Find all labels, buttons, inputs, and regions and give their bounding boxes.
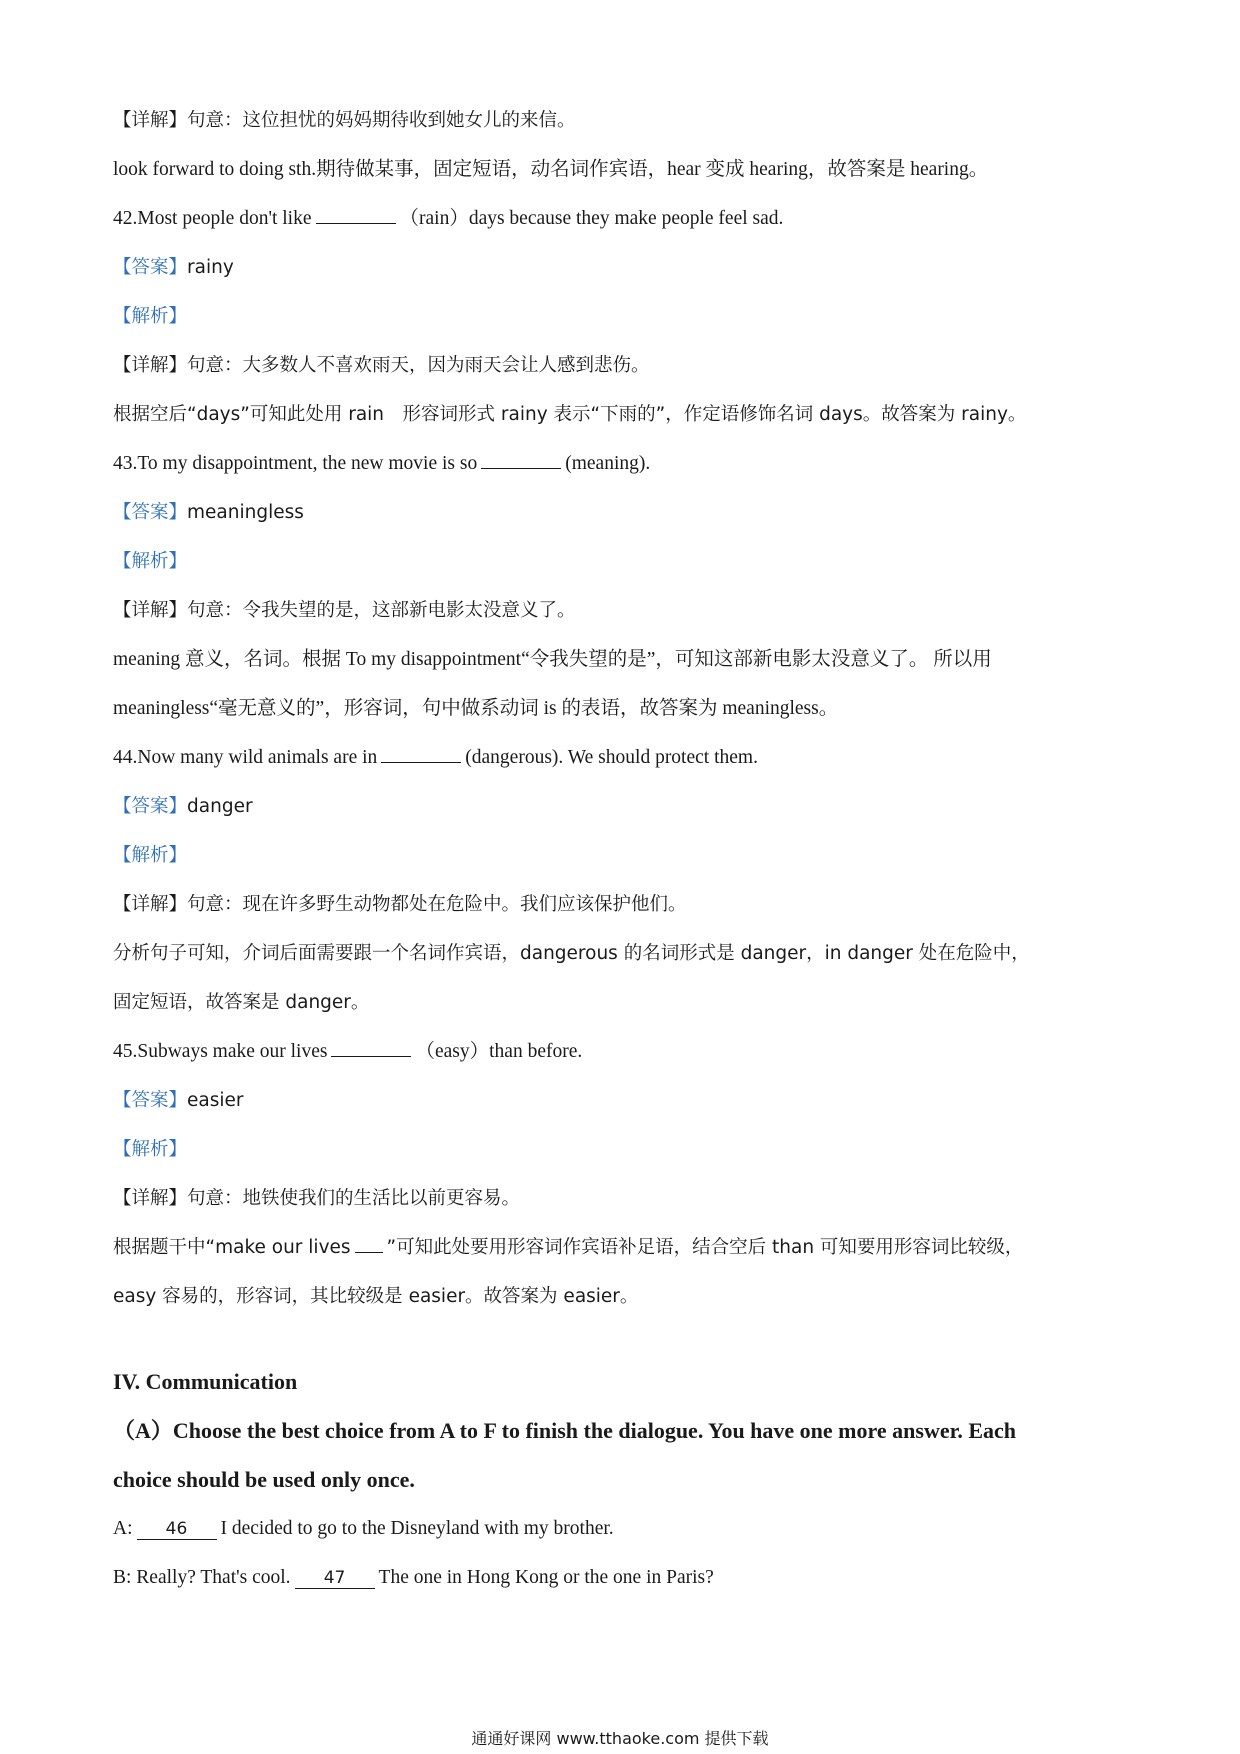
explanation-line xyxy=(113,978,1143,1027)
explanation-text: 根据题干中“make our lives xyxy=(113,1237,351,1258)
explanation-text: 分析句子可知，介词后面需要跟一个名词作宾语，dangerous 的名词形式是 danger，in danger 处在危险中， xyxy=(113,943,1030,964)
analysis-tag: 【解析】 xyxy=(113,1139,188,1160)
question-43 xyxy=(113,439,1143,488)
explanation-text: easy 容易的，形容词，其比较级是 easier。故答案为 easier。 xyxy=(113,1286,639,1307)
detail-tag: 【详解】 xyxy=(113,600,188,621)
question-text: （rain）days because they make people feel sad. xyxy=(399,208,784,229)
question-text: 43.To my disappointment, the new movie is so xyxy=(113,453,478,474)
speaker: A: xyxy=(113,1518,133,1539)
analysis-line xyxy=(113,537,1143,586)
analysis-line xyxy=(113,1125,1143,1174)
answer-blank xyxy=(481,448,561,469)
dialogue-line-a xyxy=(113,1504,1143,1553)
answer-value: danger xyxy=(187,796,253,817)
explanation-text: ”可知此处要用形容词作宾语补足语，结合空后 than 可知要用形容词比较级， xyxy=(386,1237,1024,1258)
analysis-line xyxy=(113,292,1143,341)
question-text: 44.Now many wild animals are in xyxy=(113,747,378,768)
answer-blank xyxy=(331,1036,411,1057)
question-text: （easy）than before. xyxy=(415,1041,583,1062)
answer-value: rainy xyxy=(187,257,234,278)
analysis-tag: 【解析】 xyxy=(113,551,188,572)
answer-value: meaningless xyxy=(187,502,304,523)
detail-tag: 【详解】 xyxy=(113,1188,188,1209)
detail-line xyxy=(113,880,1143,929)
detail-line xyxy=(113,586,1143,635)
question-45 xyxy=(113,1027,1143,1076)
answer-blank xyxy=(316,203,396,224)
detail-text: 句意：这位担忧的妈妈期待收到她女儿的来信。 xyxy=(187,110,576,131)
detail-tag: 【详解】 xyxy=(113,894,188,915)
explanation-line xyxy=(113,145,1143,194)
question-text: 42.Most people don't like xyxy=(113,208,312,229)
answer-tag: 【答案】 xyxy=(113,796,188,817)
question-text: 45.Subways make our lives xyxy=(113,1041,328,1062)
detail-tag: 【详解】 xyxy=(113,355,188,376)
explanation-text: 固定短语，故答案是 danger。 xyxy=(113,992,370,1013)
section-title: IV. Communication xyxy=(113,1369,298,1394)
explanation-line xyxy=(113,929,1143,978)
answer-value: easier xyxy=(187,1090,244,1111)
detail-text: 句意：地铁使我们的生活比以前更容易。 xyxy=(187,1188,521,1209)
numbered-blank: 46 xyxy=(137,1521,217,1540)
explanation-text: look forward to doing sth.期待做某事，固定短语，动名词作宾语，hear 变成 hearing，故答案是 hearing。 xyxy=(113,159,989,180)
detail-line xyxy=(113,1174,1143,1223)
answer-line xyxy=(113,243,1143,292)
explanation-line xyxy=(113,635,1143,684)
answer-tag: 【答案】 xyxy=(113,257,188,278)
section-instructions: （A）Choose the best choice from A to F to finish the dialogue. You have one more answer. Each xyxy=(113,1418,1017,1443)
question-text: (dangerous). We should protect them. xyxy=(465,747,758,768)
section-gap xyxy=(113,1321,1143,1357)
explanation-text: meaning 意义，名词。根据 To my disappointment“令我失望的是”，可知这部新电影太没意义了。 所以用 xyxy=(113,649,992,670)
detail-tag: 【详解】 xyxy=(113,110,188,131)
detail-line xyxy=(113,341,1143,390)
answer-tag: 【答案】 xyxy=(113,1090,188,1111)
answer-tag: 【答案】 xyxy=(113,502,188,523)
numbered-blank: 47 xyxy=(295,1570,375,1589)
explanation-line xyxy=(113,390,1143,439)
inline-blank xyxy=(355,1233,383,1253)
dialogue-text: The one in Hong Kong or the one in Paris? xyxy=(378,1567,714,1588)
dialogue-text: B: Really? That's cool. xyxy=(113,1567,291,1588)
question-42 xyxy=(113,194,1143,243)
page-content xyxy=(113,96,1143,1602)
analysis-line xyxy=(113,831,1143,880)
analysis-tag: 【解析】 xyxy=(113,306,188,327)
section-instructions: choice should be used only once. xyxy=(113,1467,415,1492)
answer-blank xyxy=(381,742,461,763)
detail-line xyxy=(113,96,1143,145)
explanation-line xyxy=(113,1223,1143,1272)
dialogue-text: I decided to go to the Disneyland with my brother. xyxy=(220,1518,614,1539)
explanation-text: meaningless“毫无意义的”，形容词，句中做系动词 is 的表语，故答案为 meaningless。 xyxy=(113,698,839,719)
question-text: (meaning). xyxy=(565,453,651,474)
detail-text: 句意：现在许多野生动物都处在危险中。我们应该保护他们。 xyxy=(187,894,687,915)
detail-text: 句意：大多数人不喜欢雨天，因为雨天会让人感到悲伤。 xyxy=(187,355,650,376)
question-44 xyxy=(113,733,1143,782)
dialogue-line-b xyxy=(113,1553,1143,1602)
explanation-line xyxy=(113,1272,1143,1321)
explanation-line xyxy=(113,684,1143,733)
answer-line xyxy=(113,1076,1143,1125)
detail-text: 句意：令我失望的是，这部新电影太没意义了。 xyxy=(187,600,576,621)
explanation-text: 根据空后“days”可知此处用 rain 形容词形式 rainy 表示“下雨的”，作定语修饰名词 days。故答案为 rainy。 xyxy=(113,404,1027,425)
answer-line xyxy=(113,782,1143,831)
page-footer: 通通好课网 www.tthaoke.com 提供下载 xyxy=(471,1729,769,1748)
answer-line xyxy=(113,488,1143,537)
analysis-tag: 【解析】 xyxy=(113,845,188,866)
